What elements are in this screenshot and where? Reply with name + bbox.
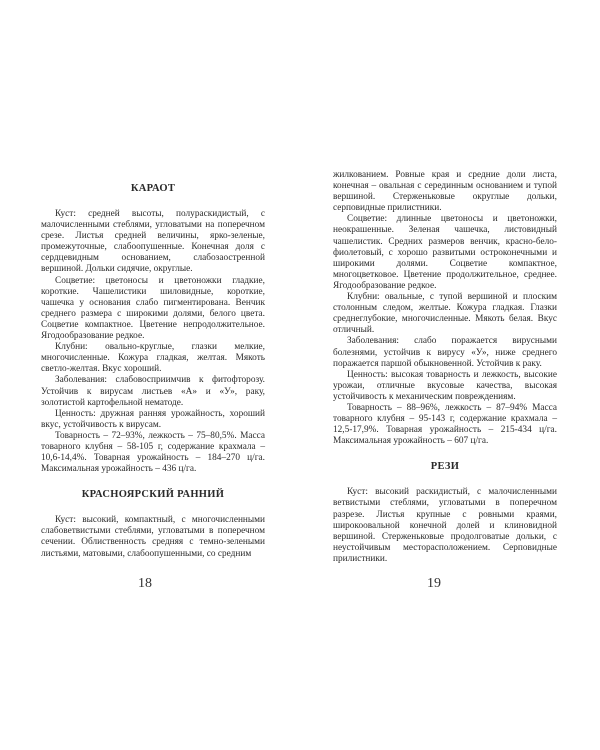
paragraph-inflorescence-right: Соцветие: длинные цветоносы и цветоножки, неокрашенные. Зеленая чашечка, листовидный чашелистик. Средних размеров венчик, красно-бело-фиолетовый, с хорошо развитыми остроконечными и широкими долями. Соцветие компактное, многоцветковое. Цветение продолжительное, среднее. Ягодообразование редкое.: [333, 214, 557, 291]
paragraph-tubers: Клубни: овально-круглые, глазки мелкие, многочисленные. Кожура гладкая, желтая. Мякоть светло-желтая. Вкус хороший.: [41, 342, 265, 375]
paragraph-bush-krasnoyarsky: Куст: высокий, компактный, с многочисленными слабоветвистыми стеблями, угловатыми в поперечном сечении. Облиственность средняя с темно-зелеными листьями, матовыми, слабоопушенными, со средним: [41, 515, 265, 559]
paragraph-value: Ценность: дружная ранняя урожайность, хороший вкус, устойчивость к вирусам.: [41, 408, 265, 430]
paragraph-bush-rezi: Куст: высокий раскидистый, с малочисленными ветвистыми стеблями, угловатыми в поперечном разрезе. Листья крупные с ровными краями, широкоовальной конечной долей и клиновидной вершиной. Стерженьковые продолговатые дольки, с неустойчивым месторасположением. Серповидные прилистники.: [333, 487, 557, 564]
left-column: [41, 183, 265, 560]
paragraph-yield: Товарность – 72–93%, лежкость – 75–80,5%. Масса товарного клубня – 58-105 г, содержание крахмала – 10,6-14,4%. Товарная урожайность – 184–270 ц/га. Максимальная урожайность – 436 ц/га.: [41, 430, 265, 475]
page-number-left: 18: [138, 576, 152, 591]
right-column: [333, 170, 557, 565]
variety-title-krasnoyarsky: КРАСНОЯРСКИЙ РАННИЙ: [81, 489, 225, 501]
paragraph-bush: Куст: средней высоты, полураскидистый, с малочисленными стеблями, угловатыми на поперечном срезе. Листья средней величины, ярко-зеленые, промежуточные, слабоопушенные. Конечная доля с сердцевидным основанием, слабозаостренной вершиной. Дольки сидячие, округлые.: [41, 209, 265, 275]
variety-title-rezi: РЕЗИ: [430, 461, 460, 473]
page-number-right: 19: [427, 576, 441, 591]
paragraph-tubers-right: Клубни: овальные, с тупой вершиной и плоским столонным следом, желтые. Кожура гладкая. Глазки среднеглубокие, многочисленные. Мякоть белая. Вкус отличный.: [333, 292, 557, 336]
variety-title-karaot: КАРАОТ: [130, 183, 176, 194]
paragraph-leaf-continuation: жилкованием. Ровные края и средние доли листа, конечная – овальная с серединным основанием и тупой вершиной. Стерженьковые округлые дольки, серповидные прилистники.: [333, 170, 557, 214]
paragraph-inflorescence: Соцветие: цветоносы и цветоножки гладкие, короткие. Чашелистики шиловидные, короткие, чашечка у основания слабо пигментирована. Венчик среднего размера с широкими долями, белого цвета. Соцветие компактное. Цветение непродолжительное. Ягодообразование редкое.: [41, 275, 265, 342]
paragraph-yield-right: Товарность – 88–96%, лежкость – 87–94% Масса товарного клубня – 95-143 г, содержание крахмала – 12,5-17,9%. Товарная урожайность – 215-434 ц/га. Максимальная урожайность – 607 ц/га.: [333, 402, 557, 447]
paragraph-value-right: Ценность: высокая товарность и лежкость, высокие урожаи, отличные вкусовые качества, высокая устойчивость к механическим повреждениям.: [333, 369, 557, 402]
paragraph-diseases: Заболевания: слабовосприимчив к фитофторозу. Устойчив к вирусам листьев «А» и «У», раку, золотистой картофельной нематоде.: [41, 375, 265, 408]
paragraph-diseases-right: Заболевания: слабо поражается вирусными болезнями, устойчив к вирусу «У», ниже среднего поражается паршой обыкновенной. Устойчив к раку.: [333, 336, 557, 369]
